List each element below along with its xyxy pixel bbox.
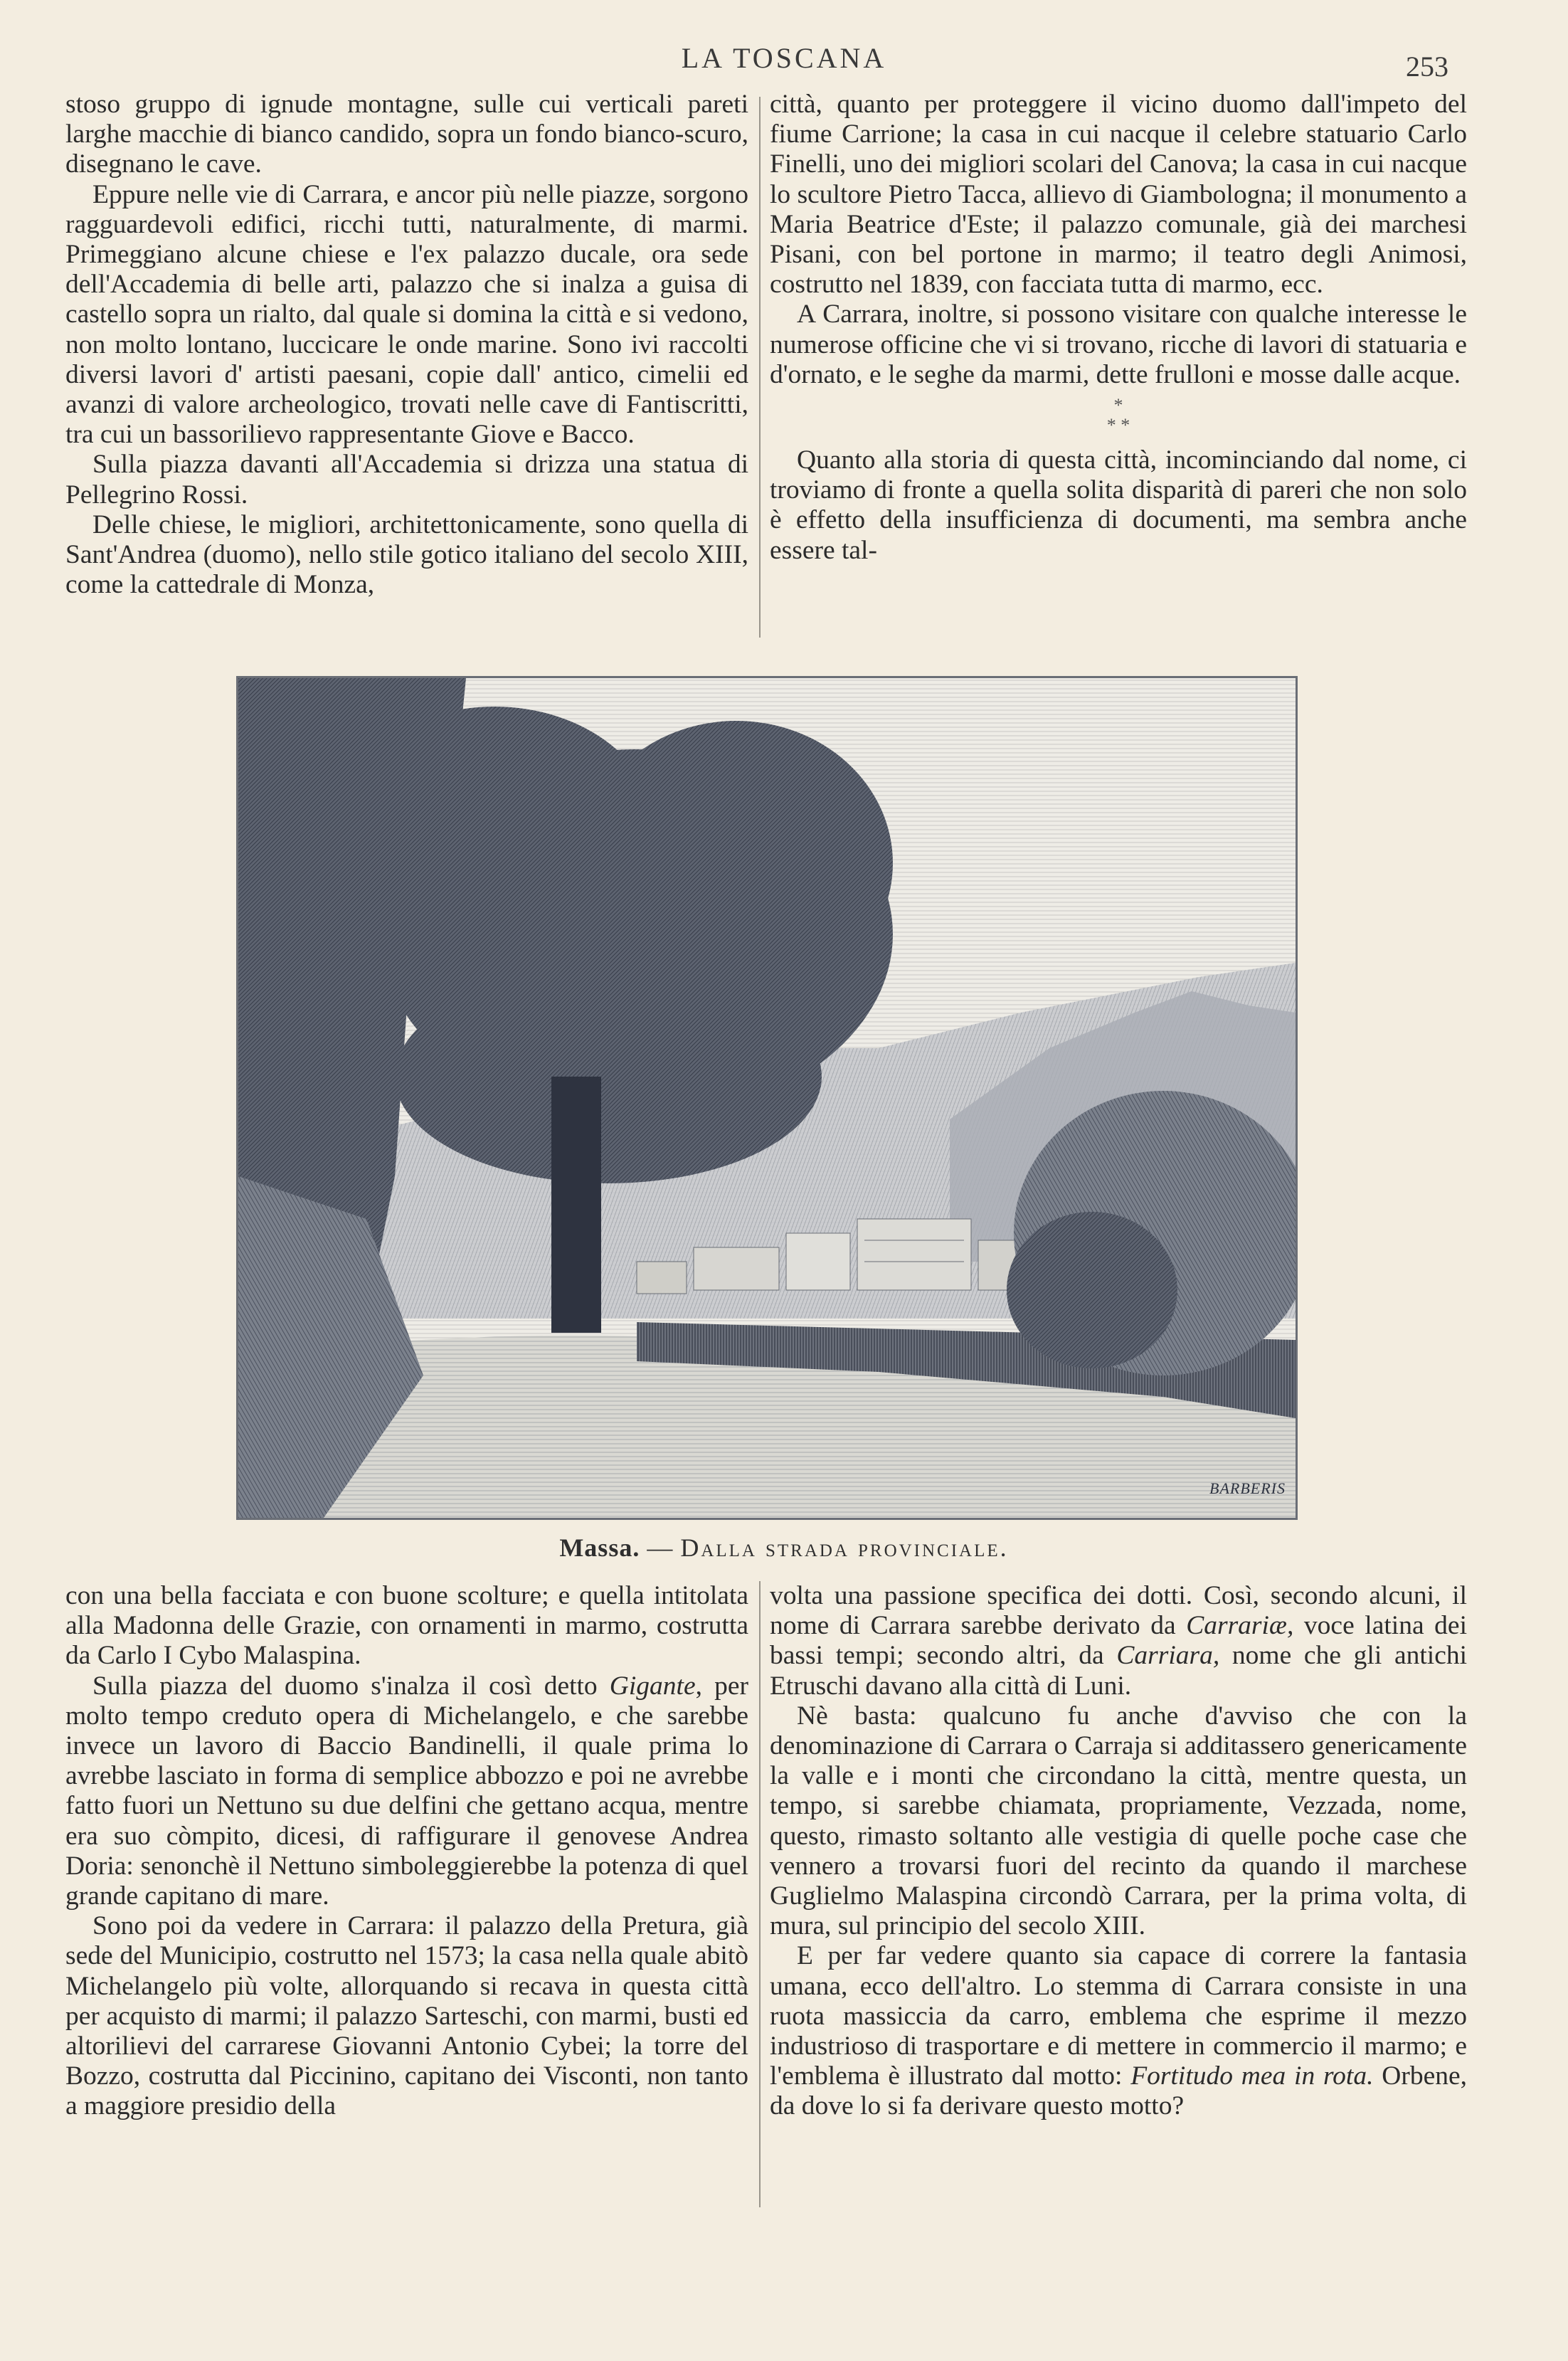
italic-word: Carrariæ, — [1186, 1611, 1294, 1641]
page-number: 253 — [1406, 51, 1448, 83]
paragraph: Sono poi da vedere in Carrara: il palazzo della Pretura, già sede del Municipio, costrutto nel 1573; la casa nella quale abitò Michelangelo più volte, allorquando si recava in questa città per acquisto di marmi; il palazzo Sarteschi, con marmi, busti ed altorilievi del carrarese Giovanni Antonio Cybei; la torre del Bozzo, costrutta dal Piccinino, capitano dei Visconti, non tanto a maggiore presidio della — [65, 1911, 748, 2121]
caption-subtitle: Dalla strada provinciale. — [680, 1533, 1009, 1562]
italic-gigante: Gigante — [609, 1671, 696, 1701]
caption-dash: — — [647, 1533, 674, 1562]
paragraph: E per far vedere quanto sia capace di correre la fantasia umana, ecco dell'altro. Lo stemma di Carrara consiste in una ruota massiccia da carro, emblema che esprime il mezzo industrioso di trasportare e di mettere in commercio il marmo; e l'emblema è illustrato dal motto: Fortitudo mea in rota. Orbene, da dove lo si fa derivare questo motto? — [770, 1941, 1467, 2121]
artist-signature: BARBERIS — [1209, 1479, 1286, 1497]
section-separator: * * * — [1106, 395, 1130, 436]
column-divider — [759, 1581, 761, 2207]
paragraph-gigante: Sulla piazza del duomo s'inalza il così detto Gigante, per molto tempo creduto opera di Michelangelo, e che sarebbe invece un lavoro di Baccio Bandinelli, il quale prima lo avrebbe lasciato in forma di semplice abbozzo e poi ne avrebbe fatto fuori un Nettuno su due delfini che gettano acqua, mentre era suo còmpito, dicesi, di raffigurare il genovese Andrea Doria: senonchè il Nettuno simboleggierebbe la potenza di quel grande capitano di mare. — [65, 1671, 748, 1911]
paragraph: Quanto alla storia di questa città, incominciando dal nome, ci troviamo di fronte a quella solita disparità di pareri che non solo è effetto della insufficienza di documenti, ma sembra anche essere tal- — [770, 445, 1467, 565]
italic-word: Carriara, — [1116, 1641, 1220, 1671]
paragraph: Eppure nelle vie di Carrara, e ancor più nelle piazze, sorgono ragguardevoli edifici, ricchi tutti, naturalmente, di marmi. Primeggiano alcune chiese e l'ex palazzo ducale, ora sede dell'Accademia di belle arti, palazzo che si inalza a guisa di castello sopra un rialto, dal quale si domina la città e si vedono, non molto lontano, luccicare le onde marine. Sono ivi raccolti diversi lavori d' artisti paesani, copie dall' antico, cimelii ed avanzi di valore archeologico, trovati nelle cave di Fantiscritti, tra cui un bassorilievo rappresentante Giove e Bacco. — [65, 179, 748, 450]
top-left-column — [65, 90, 748, 600]
top-right-column — [770, 90, 1467, 566]
column-divider — [759, 97, 761, 638]
bottom-right-column — [770, 1581, 1467, 2122]
running-header: LA TOSCANA — [681, 42, 887, 74]
paragraph: Delle chiese, le migliori, architettonicamente, sono quella di Sant'Andrea (duomo), nello stile gotico italiano del secolo XIII, come la cattedrale di Monza, — [65, 509, 748, 600]
caption-place: Massa. — [559, 1533, 640, 1562]
paragraph: Nè basta: qualcuno fu anche d'avviso che con la denominazione di Carrara o Carraja si additassero genericamente la valle e i monti che circondano la città, mentre questa, un tempo, si sarebbe chiamata, propriamente, Vezzada, nome, questo, rimasto soltanto alle vestigia di quelle poche case che vennero a trovarsi fuori del recinto da quando il marchese Guglielmo Malaspina circondò Carrara, per la prima volta, di mura, sul principio del secolo XIII. — [770, 1701, 1467, 1941]
paragraph: A Carrara, inoltre, si possono visitare con qualche interesse le numerose officine che vi si trovano, ricche di lavori di statuaria e d'ornato, e le seghe da marmi, dette frulloni e mosse dalle acque. — [770, 300, 1467, 389]
paragraph: Sulla piazza davanti all'Accademia si drizza una statua di Pellegrino Rossi. — [65, 450, 748, 509]
italic-motto: Fortitudo mea in rota. — [1130, 2061, 1374, 2091]
paragraph: stoso gruppo di ignude montagne, sulle cui verticali pareti larghe macchie di bianco candido, sopra un fondo bianco-scuro, disegnano le cave. — [65, 90, 748, 179]
paragraph: con una bella facciata e con buone scolture; e quella intitolata alla Madonna delle Grazie, con ornamenti in marmo, costrutta da Carlo I Cybo Malaspina. — [65, 1581, 748, 1671]
paragraph: città, quanto per proteggere il vicino duomo dall'impeto del fiume Carrione; la casa in cui nacque il celebre statuario Carlo Finelli, uno dei migliori scolari del Canova; la casa in cui nacque lo scultore Pietro Tacca, allievo di Giambologna; il monumento a Maria Beatrice d'Este; il palazzo comunale, già dei marchesi Pisani, con bel portone in marmo; il teatro degli Animosi, costrutto nel 1839, con facciata tutta di marmo, ecc. — [770, 90, 1467, 300]
figure-caption — [0, 1533, 1568, 1563]
bottom-left-column — [65, 1581, 748, 2122]
engraving-illustration — [236, 676, 1298, 1520]
landscape-engraving — [238, 678, 1296, 1518]
paragraph: volta una passione specifica dei dotti. Così, secondo alcuni, il nome di Carrara sarebbe derivato da Carrariæ, voce latina dei bassi tempi; secondo altri, da Carriara, nome che gli antichi Etruschi davano alla città di Luni. — [770, 1581, 1468, 1701]
